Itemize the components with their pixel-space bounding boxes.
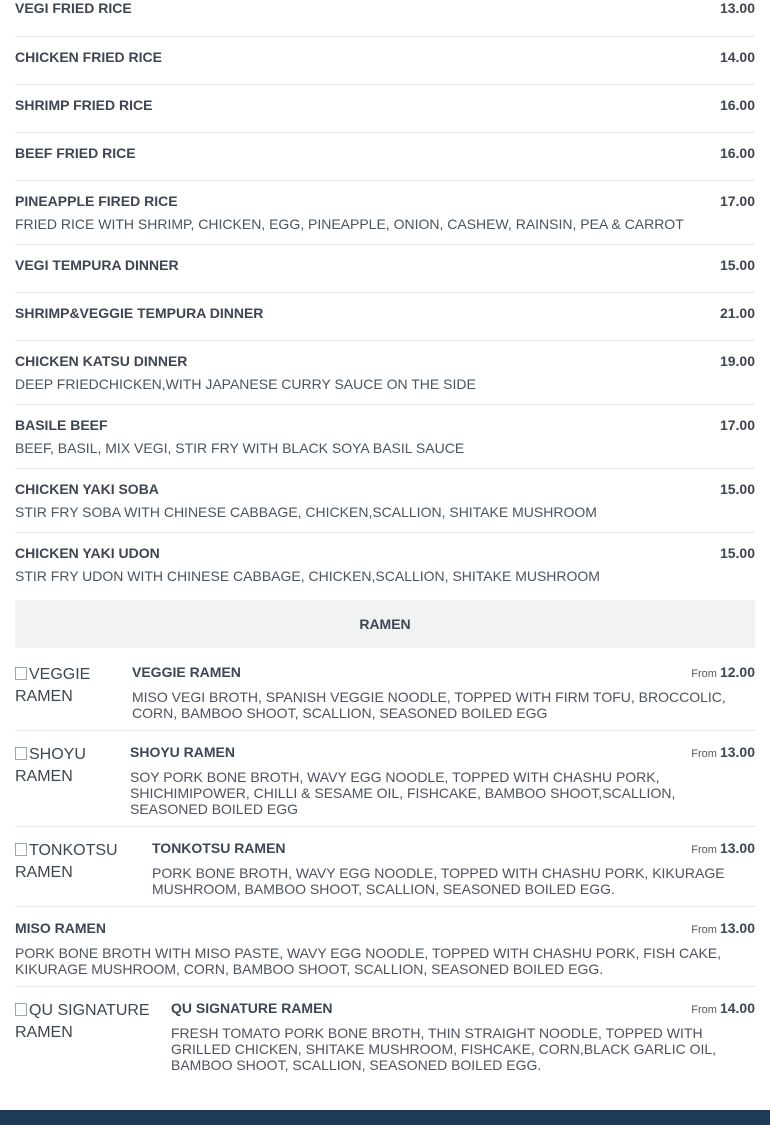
item-price: 21.00	[719, 305, 755, 321]
item-price: 14.00	[719, 49, 755, 65]
broken-image-icon	[15, 667, 27, 680]
ramen-price: From 14.00	[691, 1000, 755, 1016]
broken-image-icon	[15, 747, 27, 760]
ramen-item[interactable]	[15, 920, 755, 987]
ramen-name: TONKOTSU RAMEN	[152, 840, 286, 856]
from-label: From	[691, 668, 717, 680]
ramen-item[interactable]	[15, 1000, 755, 1082]
item-price: 17.00	[719, 193, 755, 209]
ramen-image-broken: VEGGIE RAMEN	[15, 666, 91, 705]
ramen-image-broken: QU SIGNATURE RAMEN	[15, 1002, 150, 1041]
menu-item[interactable]	[15, 305, 755, 341]
menu-item[interactable]	[15, 545, 755, 595]
ramen-item[interactable]	[15, 664, 755, 731]
ramen-description: FRESH TOMATO PORK BONE BROTH, THIN STRAIGHT NOODLE, TOPPED WITH GRILLED CHICKEN, SHITAKE MUSHROOM, FISHCAKE, CORN,BLACK GARLIC OIL, BAMBOO SHOOT, SCALLION, SEASONED BOILED EGG.	[171, 1025, 717, 1073]
broken-image-icon	[15, 843, 27, 856]
ramen-price: From 13.00	[691, 840, 755, 856]
menu-item[interactable]	[15, 353, 755, 405]
from-label: From	[691, 844, 717, 856]
item-description: FRIED RICE WITH SHRIMP, CHICKEN, EGG, PINEAPPLE, ONION, CASHEW, RAINSIN, PEA & CARROT	[15, 216, 684, 232]
ramen-item[interactable]	[15, 744, 755, 827]
menu-item[interactable]	[15, 97, 755, 133]
menu-item[interactable]	[15, 193, 755, 245]
item-name: CHICKEN YAKI UDON	[15, 545, 160, 561]
ramen-price: From 12.00	[691, 664, 755, 680]
ramen-item[interactable]	[15, 840, 755, 907]
item-price: 13.00	[719, 0, 755, 16]
item-name: BEEF FRIED RICE	[15, 145, 136, 161]
ramen-description: PORK BONE BROTH, WAVY EGG NOODLE, TOPPED WITH CHASHU PORK, KIKURAGE MUSHROOM, BAMBOO SHOOT, SCALLION, SEASONED BOILED EGG.	[152, 865, 725, 897]
item-price: 15.00	[719, 257, 755, 273]
item-description: DEEP FRIEDCHICKEN,WITH JAPANESE CURRY SAUCE ON THE SIDE	[15, 376, 476, 392]
menu-item[interactable]	[15, 0, 755, 37]
from-label: From	[691, 924, 717, 936]
item-name: PINEAPPLE FIRED RICE	[15, 193, 178, 209]
footer-bar	[0, 1110, 770, 1125]
ramen-price: From 13.00	[691, 744, 755, 760]
item-description: BEEF, BASIL, MIX VEGI, STIR FRY WITH BLACK SOYA BASIL SAUCE	[15, 440, 465, 456]
ramen-name: SHOYU RAMEN	[130, 744, 236, 760]
menu-item[interactable]	[15, 49, 755, 85]
ramen-name: VEGGIE RAMEN	[132, 664, 241, 680]
item-name: CHICKEN KATSU DINNER	[15, 353, 188, 369]
item-name: VEGI FRIED RICE	[15, 0, 132, 16]
item-price: 15.00	[719, 481, 755, 497]
item-price: 17.00	[719, 417, 755, 433]
broken-image-icon	[15, 1003, 27, 1016]
ramen-image-broken: SHOYU RAMEN	[15, 746, 86, 785]
item-price: 16.00	[719, 145, 755, 161]
menu-item[interactable]	[15, 417, 755, 469]
from-label: From	[691, 748, 717, 760]
item-name: SHRIMP FRIED RICE	[15, 97, 153, 113]
section-header-ramen: RAMEN	[15, 600, 755, 648]
item-description: STIR FRY UDON WITH CHINESE CABBAGE, CHICKEN,SCALLION, SHITAKE MUSHROOM	[15, 568, 600, 584]
ramen-description: SOY PORK BONE BROTH, WAVY EGG NOODLE, TOPPED WITH CHASHU PORK, SHICHIMIPOWER, CHILLI & SESAME OIL, FISHCAKE, BAMBOO SHOOT,SCALLION, SEASONED BOILED EGG	[130, 769, 676, 817]
item-name: CHICKEN FRIED RICE	[15, 49, 163, 65]
ramen-image-broken: TONKOTSU RAMEN	[15, 842, 118, 881]
item-price: 16.00	[719, 97, 755, 113]
menu-item[interactable]	[15, 257, 755, 293]
menu-item[interactable]	[15, 145, 755, 181]
item-name: SHRIMP&VEGGIE TEMPURA DINNER	[15, 305, 264, 321]
ramen-price: From 13.00	[691, 920, 755, 936]
from-label: From	[691, 1004, 717, 1016]
menu-item[interactable]	[15, 481, 755, 533]
ramen-description: MISO VEGI BROTH, SPANISH VEGGIE NOODLE, TOPPED WITH FIRM TOFU, BROCCOLIC, CORN, BAMBOO SHOOT, SCALLION, SEASONED BOILED EGG	[132, 689, 726, 721]
item-name: VEGI TEMPURA DINNER	[15, 257, 179, 273]
item-name: CHICKEN YAKI SOBA	[15, 481, 159, 497]
ramen-name: MISO RAMEN	[15, 920, 106, 936]
item-name: BASILE BEEF	[15, 417, 108, 433]
ramen-name: QU SIGNATURE RAMEN	[171, 1000, 333, 1016]
ramen-description: PORK BONE BROTH WITH MISO PASTE, WAVY EGG NOODLE, TOPPED WITH CHASHU PORK, FISH CAKE, KIKURAGE MUSHROOM, CORN, BAMBOO SHOOT, SCALLION, SEASONED BOILED EGG.	[15, 945, 722, 977]
item-description: STIR FRY SOBA WITH CHINESE CABBAGE, CHICKEN,SCALLION, SHITAKE MUSHROOM	[15, 504, 597, 520]
item-price: 15.00	[719, 545, 755, 561]
item-price: 19.00	[719, 353, 755, 369]
